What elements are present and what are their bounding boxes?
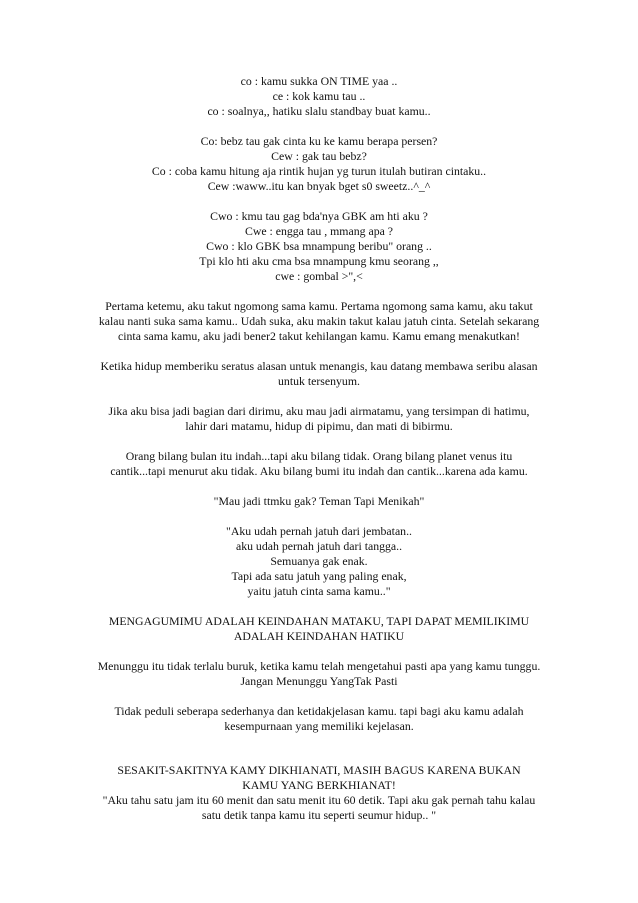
heading-mengagumimu	[66, 614, 572, 644]
dialogue-percent	[66, 134, 572, 194]
text-line: cwe : gombal >",<	[275, 269, 363, 283]
paragraph-jika	[66, 404, 572, 434]
text-line: Menunggu itu tidak terlalu buruk, ketika kamu telah mengetahui pasti apa yang kamu tunggu.	[97, 659, 541, 673]
quote-jatuh	[66, 524, 572, 599]
text-line: Jangan Menunggu YangTak Pasti	[240, 674, 398, 688]
text-line: satu detik tanpa kamu itu seperti seumur hidup.. "	[201, 808, 437, 822]
text-line: kesempurnaan yang memiliki kejelasan.	[224, 719, 414, 733]
text-line: untuk tersenyum.	[278, 374, 360, 388]
text-line: "Aku tahu satu jam itu 60 menit dan satu menit itu 60 detik. Tapi aku gak pernah tahu kalau	[102, 793, 536, 807]
text-line: Cew :waww..itu kan bnyak bget s0 sweetz..^_^	[207, 179, 431, 193]
text-line: KAMU YANG BERKHIANAT!	[242, 778, 396, 792]
paragraph-ketika	[66, 359, 572, 389]
dialogue-on-time	[66, 74, 572, 119]
text-line: Tapi ada satu jatuh yang paling enak,	[231, 569, 407, 583]
paragraph-tidak-peduli	[66, 704, 572, 734]
text-line: Jika aku bisa jadi bagian dari dirimu, aku mau jadi airmatamu, yang tersimpan di hatimu,	[108, 404, 530, 418]
text-line: lahir dari matamu, hidup di pipimu, dan mati di bibirmu.	[185, 419, 453, 433]
text-line: Orang bilang bulan itu indah...tapi aku bilang tidak. Orang bilang planet venus itu	[125, 449, 513, 463]
text-line: cantik...tapi menurut aku tidak. Aku bilang bumi itu indah dan cantik...karena ada kamu.	[110, 464, 528, 478]
text-line: ADALAH KEINDAHAN HATIKU	[233, 629, 405, 643]
paragraph-orang-bilang	[66, 449, 572, 479]
text-line: kalau nanti suka sama kamu.. Udah suka, aku makin takut kalau jatuh cinta. Setelah sekarang	[98, 314, 540, 328]
text-line: SESAKIT-SAKITNYA KAMY DIKHIANATI, MASIH BAGUS KARENA BUKAN	[117, 763, 521, 777]
text-line: "Aku udah pernah jatuh dari jembatan..	[226, 524, 412, 538]
text-line: Tidak peduli seberapa sederhanya dan ketidakjelasan kamu. tapi bagi aku kamu adalah	[114, 704, 524, 718]
text-line: Ketika hidup memberiku seratus alasan untuk menangis, kau datang membawa seribu alasan	[100, 359, 538, 373]
document-body	[66, 74, 572, 838]
dialogue-gbk	[66, 209, 572, 284]
text-line: co : soalnya,, hatiku slalu standbay buat kamu..	[207, 104, 431, 118]
text-line: Cwe : engga tau , mmang apa ?	[244, 224, 394, 238]
text-line: Co: bebz tau gak cinta ku ke kamu berapa persen?	[200, 134, 438, 148]
text-line: cinta sama kamu, aku jadi bener2 takut kehilangan kamu. Kamu emang menakutkan!	[118, 329, 520, 343]
paragraph-sesakit	[66, 763, 572, 823]
text-line: MENGAGUMIMU ADALAH KEINDAHAN MATAKU, TAPI DAPAT MEMILIKIMU	[108, 614, 530, 628]
text-line: Semuanya gak enak.	[270, 554, 368, 568]
text-line: yaitu jatuh cinta sama kamu.."	[247, 584, 391, 598]
text-line: co : kamu sukka ON TIME yaa ..	[240, 74, 398, 88]
text-line: Tpi klo hti aku cma bsa mnampung kmu seorang ,,	[199, 254, 439, 268]
text-line: Cwo : klo GBK bsa mnampung beribu" orang ..	[206, 239, 432, 253]
text-line: "Mau jadi ttmku gak? Teman Tapi Menikah"	[213, 494, 425, 508]
text-line: ce : kok kamu tau ..	[272, 89, 366, 103]
text-line: Pertama ketemu, aku takut ngomong sama kamu. Pertama ngomong sama kamu, aku takut	[105, 299, 533, 313]
text-line: Co : coba kamu hitung aja rintik hujan yg turun itulah butiran cintaku..	[151, 164, 487, 178]
text-line: Cew : gak tau bebz?	[271, 149, 367, 163]
text-line: Cwo : kmu tau gag bda'nya GBK am hti aku ?	[210, 209, 428, 223]
paragraph-pertama	[66, 299, 572, 344]
quote-ttm	[66, 494, 572, 509]
text-line: aku udah pernah jatuh dari tangga..	[235, 539, 403, 553]
paragraph-menunggu	[66, 659, 572, 689]
